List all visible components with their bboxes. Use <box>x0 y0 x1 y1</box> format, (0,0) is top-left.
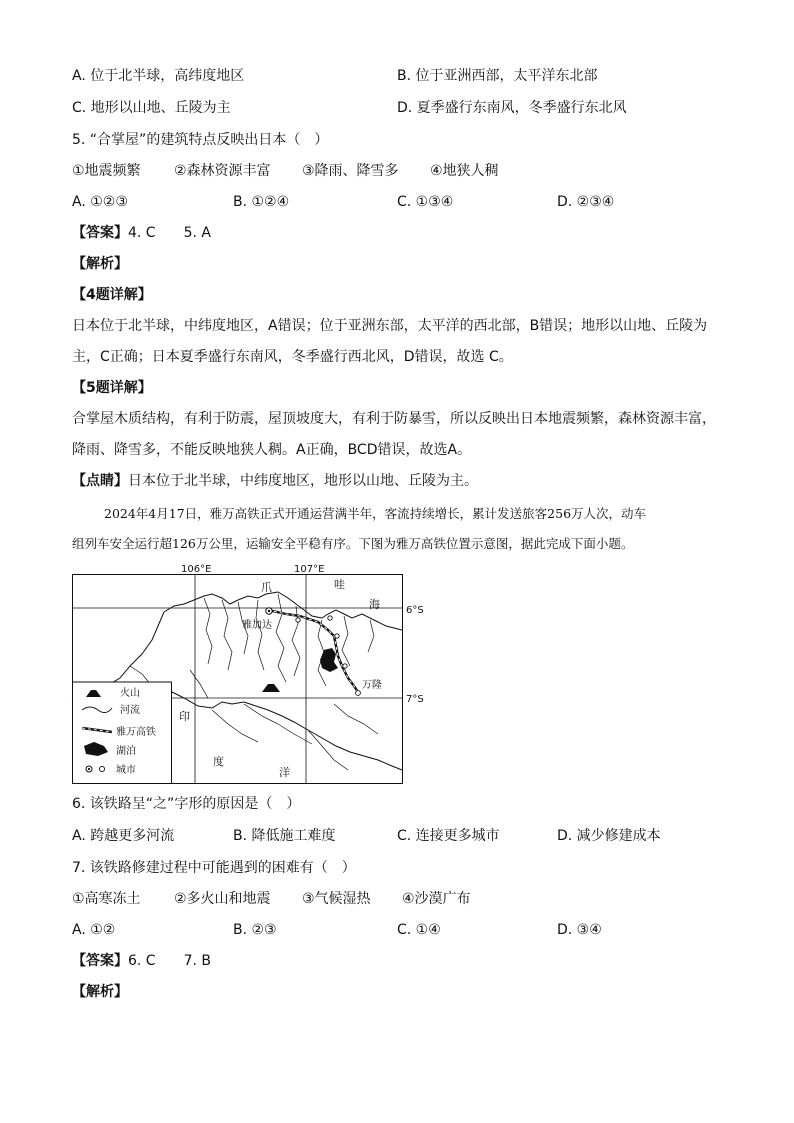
q6-option-b: B. 降低施工难度 <box>233 828 336 844</box>
sea-char: 哇 <box>334 578 345 591</box>
answer-tag: 【答案】 <box>72 953 128 969</box>
ocean-char: 洋 <box>279 766 290 779</box>
lat-6s-label: 6°S <box>406 605 424 616</box>
q5-stem: 5. “合掌屋”的建筑特点反映出日本（ ） <box>72 132 329 148</box>
q4-detail-line: 日本位于北半球，中纬度地区，A错误；位于亚洲东部，太平洋的西北部，B错误；地形以山地、丘陵为 <box>72 318 708 334</box>
q5-item: ①地震频繁 <box>72 163 141 179</box>
city-marker <box>343 664 347 668</box>
lon-107e-label: 107°E <box>294 564 325 575</box>
q7-item: ④沙漠广布 <box>402 891 471 907</box>
q5-option-c: C. ①③④ <box>397 194 454 210</box>
railway-location-map <box>72 564 424 784</box>
railway-line <box>268 610 358 692</box>
q7-item: ②多火山和地震 <box>174 891 271 907</box>
q4-option-d: D. 夏季盛行东南风，冬季盛行东北风 <box>397 100 627 116</box>
answer-tag: 【答案】 <box>72 225 128 241</box>
q7-stem: 7. 该铁路修建过程中可能遇到的困难有（ ） <box>72 860 356 876</box>
ocean-char: 印 <box>179 710 190 723</box>
lon-106e-label: 106°E <box>181 564 212 575</box>
volcano-icon <box>262 684 280 692</box>
legend-label: 雅万高铁 <box>116 727 156 738</box>
q5-item: ②森林资源丰富 <box>174 163 271 179</box>
q6-option-d: D. 减少修建成本 <box>557 828 661 844</box>
analysis-tag: 【解析】 <box>72 984 128 1000</box>
lat-7s-label: 7°S <box>406 694 424 705</box>
q4-detail-tag: 【4题详解】 <box>72 287 152 303</box>
q5-option-a: A. ①②③ <box>72 194 128 210</box>
q7-item: ③气候湿热 <box>302 891 371 907</box>
intro-line: 组列车安全运行超126万公里，运输安全平稳有序。下图为雅万高铁位置示意图，据此完成下面小题。 <box>72 536 634 551</box>
city-marker <box>296 618 300 622</box>
legend-label: 火山 <box>120 688 140 699</box>
q7-item: ①高寒冻土 <box>72 891 141 907</box>
sea-char: 爪 <box>261 581 272 594</box>
analysis-tag: 【解析】 <box>72 256 128 272</box>
north-coastline <box>164 592 402 630</box>
q4-option-b: B. 位于亚洲西部，太平洋东北部 <box>397 68 598 84</box>
tip-text: 日本位于北半球，中纬度地区，地形以山地、丘陵为主。 <box>128 473 478 489</box>
q5-detail-tag: 【5题详解】 <box>72 380 152 396</box>
lake <box>320 648 338 672</box>
city-bandung-marker <box>356 691 361 696</box>
q6-option-a: A. 跨越更多河流 <box>72 828 175 844</box>
q5-option-b: B. ①②④ <box>233 194 290 210</box>
q7-option-b: B. ②③ <box>233 922 277 938</box>
answer-block-2 <box>72 951 211 971</box>
answer-text: 4. C 5. A <box>128 225 211 241</box>
q5-item: ④地狭人稠 <box>430 163 499 179</box>
legend-label: 河流 <box>120 705 140 716</box>
q5-item: ③降雨、降雪多 <box>302 163 399 179</box>
legend-label: 城市 <box>116 765 136 776</box>
south-coastline <box>172 692 402 770</box>
sea-char: 海 <box>369 598 380 611</box>
q4-option-a: A. 位于北半球，高纬度地区 <box>72 68 245 84</box>
q5-detail-line: 合掌屋木质结构，有利于防震，屋顶坡度大，有利于防暴雪，所以反映出日本地震频繁，森林资源丰富， <box>72 411 716 427</box>
q5-detail-line: 降雨、降雪多，不能反映地狭人稠。A正确，BCD错误，故选A。 <box>72 442 472 458</box>
answer-block-1 <box>72 223 211 243</box>
q4-option-c: C. 地形以山地、丘陵为主 <box>72 100 231 116</box>
city-marker <box>328 616 332 620</box>
ocean-char: 度 <box>213 755 224 768</box>
city-jakarta-label: 雅加达 <box>242 620 272 631</box>
tip-block <box>72 471 478 491</box>
q7-option-a: A. ①② <box>72 922 116 938</box>
q4-detail-line: 主，C正确；日本夏季盛行东南风，冬季盛行西北风，D错误，故选 C。 <box>72 349 513 365</box>
legend-label: 湖泊 <box>116 746 136 757</box>
tip-tag: 【点睛】 <box>72 473 128 489</box>
answer-text: 6. C 7. B <box>128 953 211 969</box>
intro-line: 2024年4月17日，雅万高铁正式开通运营满半年，客流持续增长，累计发送旅客256万人次，动车 <box>104 506 647 521</box>
q7-option-d: D. ③④ <box>557 922 602 938</box>
q6-option-c: C. 连接更多城市 <box>397 828 500 844</box>
city-bandung-label: 万隆 <box>362 680 382 691</box>
q6-stem: 6. 该铁路呈“之”字形的原因是（ ） <box>72 796 301 812</box>
q5-option-d: D. ②③④ <box>557 194 615 210</box>
city-marker <box>335 634 339 638</box>
q7-option-c: C. ①④ <box>397 922 441 938</box>
